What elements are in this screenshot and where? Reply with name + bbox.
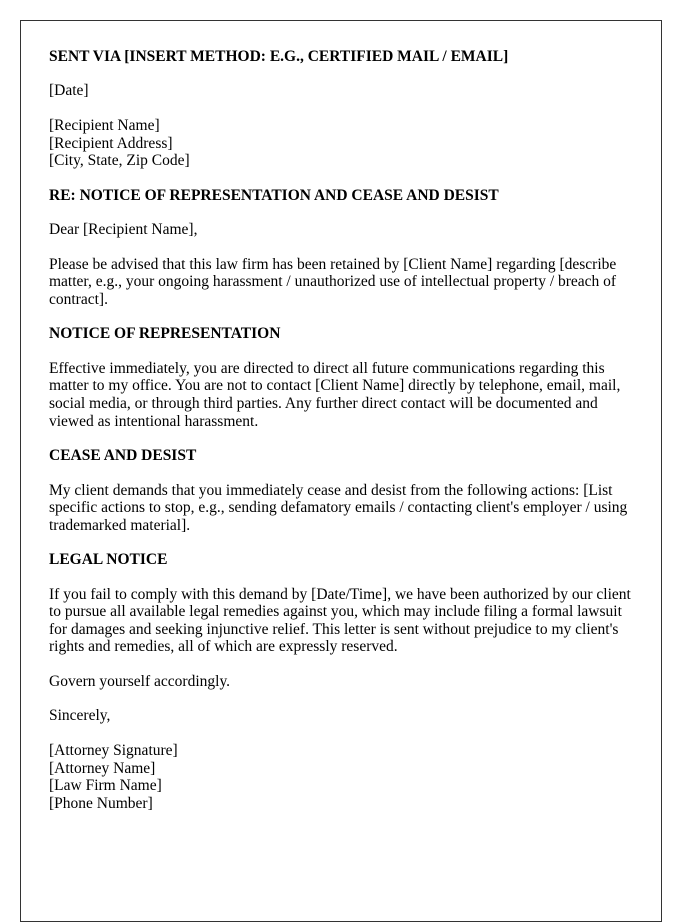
sent-via-line: SENT VIA [INSERT METHOD: E.G., CERTIFIED MAIL / EMAIL] (49, 48, 509, 65)
section-body-representation: Effective immediately, you are directed to direct all future communications regarding this matter to my office. You are not to contact [Client Name] directly by telephone, email, mail, social media, or through third parties. Any further direct contact will be documented and viewed as intentional harassment. (49, 359, 621, 430)
document-viewport[interactable] (20, 20, 662, 812)
letter-content (21, 21, 661, 869)
recipient-address: [Recipient Address] (49, 134, 173, 152)
section-body-legal-notice: If you fail to comply with this demand by [Date/Time], we have been authorized by our client to pursue all available legal remedies against you, which may include filing a formal lawsuit for damages and seeking injunctive relief. This letter is sent without prejudice to my client's rights and remedies, all of which are expressly reserved. (49, 585, 631, 656)
closing-statement: Govern yourself accordingly. (49, 672, 231, 690)
section-heading-cease-desist: CEASE AND DESIST (49, 447, 197, 465)
law-firm-name: [Law Firm Name] (49, 777, 162, 795)
valediction: Sincerely, (49, 707, 111, 725)
section-body-cease-desist: My client demands that you immediately cease and desist from the following actions: [List specific actions to stop, e.g., sending defamatory emails / contacting client's employer / using trademarked material]. (49, 481, 628, 534)
intro-paragraph: Please be advised that this law firm has been retained by [Client Name] regarding [describe matter, e.g., your ongoing harassment / unauthorized use of intellectual property / breach of contract]. (49, 255, 617, 308)
salutation: Dear [Recipient Name], (49, 221, 198, 239)
signature-block (49, 742, 633, 812)
attorney-name: [Attorney Name] (49, 759, 156, 777)
recipient-name: [Recipient Name] (49, 116, 160, 134)
date-line: [Date] (49, 82, 89, 100)
attorney-signature: [Attorney Signature] (49, 741, 178, 759)
phone-number: [Phone Number] (49, 794, 153, 812)
recipient-city-state-zip: [City, State, Zip Code] (49, 152, 190, 170)
section-heading-legal-notice: LEGAL NOTICE (49, 551, 168, 569)
letter-page (20, 20, 662, 922)
recipient-block (49, 117, 633, 170)
subject-line: RE: NOTICE OF REPRESENTATION AND CEASE AND DESIST (49, 186, 499, 204)
section-heading-representation: NOTICE OF REPRESENTATION (49, 325, 281, 343)
